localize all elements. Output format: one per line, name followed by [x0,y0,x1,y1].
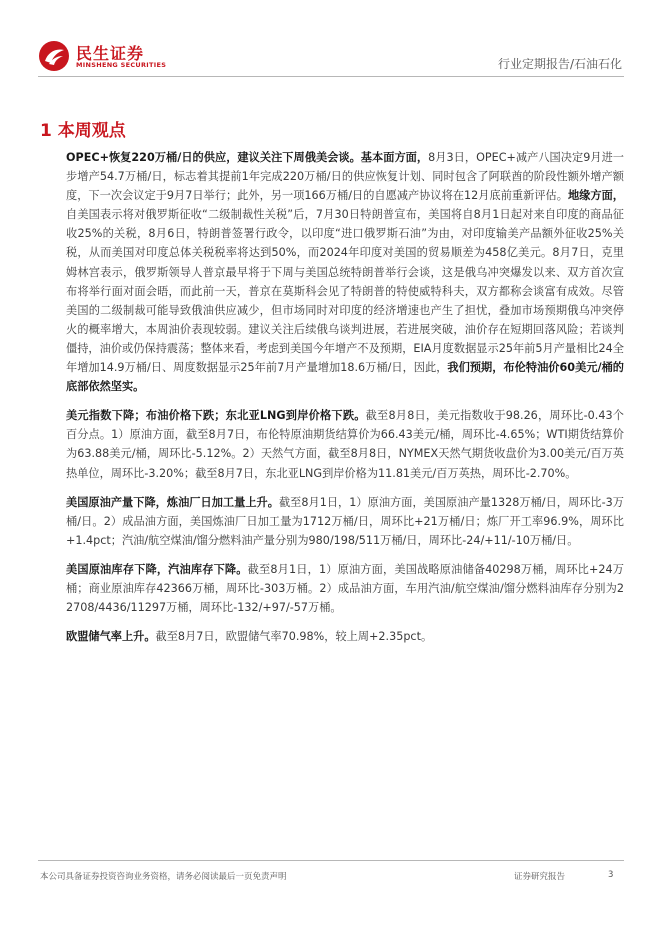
minsheng-logo-icon [38,40,70,72]
paragraph-text-run: 截至8月1日，1）原油方面，美国原油产量1328万桶/日，周环比-3万桶/日。2）成品油方面，美国炼油厂日加工量为1712万桶/日，周环比+21万桶/日；炼厂开工率96.9%，周环比+1.4pct；汽油/航空煤油/馏分燃料油产量分别为980/198/511万桶/日，周环比-24/+11/-10万桶/日。 [66,495,624,547]
page-header [0,0,662,80]
paragraph-heading-run: 我们预期，布伦特油价60美元/桶的底部依然坚实。 [66,361,624,394]
brand-name-cn: 民生证券 [76,44,145,63]
header-divider [38,76,624,77]
footer-disclaimer: 本公司具备证券投资咨询业务资格，请务必阅读最后一页免责声明 [40,872,287,882]
footer-doc-type: 证券研究报告 [514,872,566,882]
section-title: 1 本周观点 [40,121,126,141]
paragraph-text-run: 截至8月7日，欧盟储气率70.98%，较上周+2.35pct。 [155,630,433,644]
paragraph-heading-run: 美元指数下降；布油价格下跌；东北亚LNG到岸价格下跌。 [66,409,366,423]
paragraph-heading-run: 美国原油产量下降，炼油厂日加工量上升。 [66,495,279,509]
paragraph-text-run: 8月3日，OPEC+减产八国决定9月进一步增产54.7万桶/日，标志着其提前1年完成220万桶/日的供应恢复计划、同时包含了阿联酋的阶段性额外增产额度，下一次会议定于9月7日举行；此外，另一项166万桶/日的自愿减产协议将在12月底前重新评估。 [66,151,624,203]
paragraph-heading-run: 欧盟储气率上升。 [66,630,156,644]
paragraph-text-run: 自美国表示将对俄罗斯征收“二级制裁性关税”后，7月30日特朗普宣布，美国将自8月1日起对来自印度的商品征收25%的关税，8月6日，特朗普签署行政令，以印度“进口俄罗斯石油”为由，对印度输美产品额外征收25%关税，从而美国对印度总体关税税率将达到50%，而2024年印度对美国的贸易顺差为458亿美元。8月7日，克里姆林宫表示，俄罗斯领导人普京最早将于下周与美国总统特朗普举行会谈，这是俄乌冲突爆发以来、双方首次宣布将举行面对面会晤，而此前一天，普京在莫斯科会见了特朗普的特使威特科夫，双方都称会谈富有成效。尽管美国的二级制裁可能导致俄油供应减少，但市场同时对印度的经济增速也产生了担忧，叠加市场预期俄乌冲突停火的概率增大，本周油价表现较弱。建议关注后续俄乌谈判进展，若进展突破，油价存在短期回落风险；若谈判僵持，油价或仍保持震荡；整体来看，考虑到美国今年增产不及预期，EIA月度数据显示25年前5月产量相比24全年增加14.9万桶/日、周度数据显示25年前7月产量增加18.6万桶/日，因此， [66,208,624,375]
body-paragraph [66,627,624,646]
report-body [66,148,624,656]
body-paragraph [66,406,624,482]
paragraph-heading-run: 美国原油库存下降，汽油库存下降。 [66,562,248,576]
report-type-label: 行业定期报告/石油石化 [497,57,622,71]
paragraph-heading-run: OPEC+恢复220万桶/日的供应，建议关注下周俄美会谈。基本面方面， [66,151,429,164]
body-paragraph [66,493,624,550]
footer-divider [38,860,624,861]
minsheng-logo [38,40,168,74]
paragraph-text-run: 截至8月8日，美元指数收于98.26，周环比-0.43个百分点。1）原油方面，截至8月7日，布伦特原油期货结算价为66.43美元/桶，周环比-4.65%；WTI期货结算价为63.88美元/桶，周环比-5.12%。2）天然气方面，截至8月8日，NYMEX天然气期货收盘价为3.00美元/百万英热单位，周环比-3.20%；截至8月7日，东北亚LNG到岸价格为11.81美元/百万英热，周环比-2.70%。 [66,409,624,480]
body-paragraph [66,148,624,396]
paragraph-heading-run: 地缘方面， [567,189,624,203]
brand-name-en: MINSHENG SECURITIES [76,61,167,69]
body-paragraph [66,560,624,617]
page-number: 3 [608,870,614,880]
paragraph-text-run: 截至8月1日，1）原油方面，美国战略原油储备40298万桶，周环比+24万桶；商业原油库存42366万桶，周环比-303万桶。2）成品油方面，车用汽油/航空煤油/馏分燃料油库存分别为22708/4436/11297万桶，周环比-132/+97/-57万桶。 [66,562,624,615]
